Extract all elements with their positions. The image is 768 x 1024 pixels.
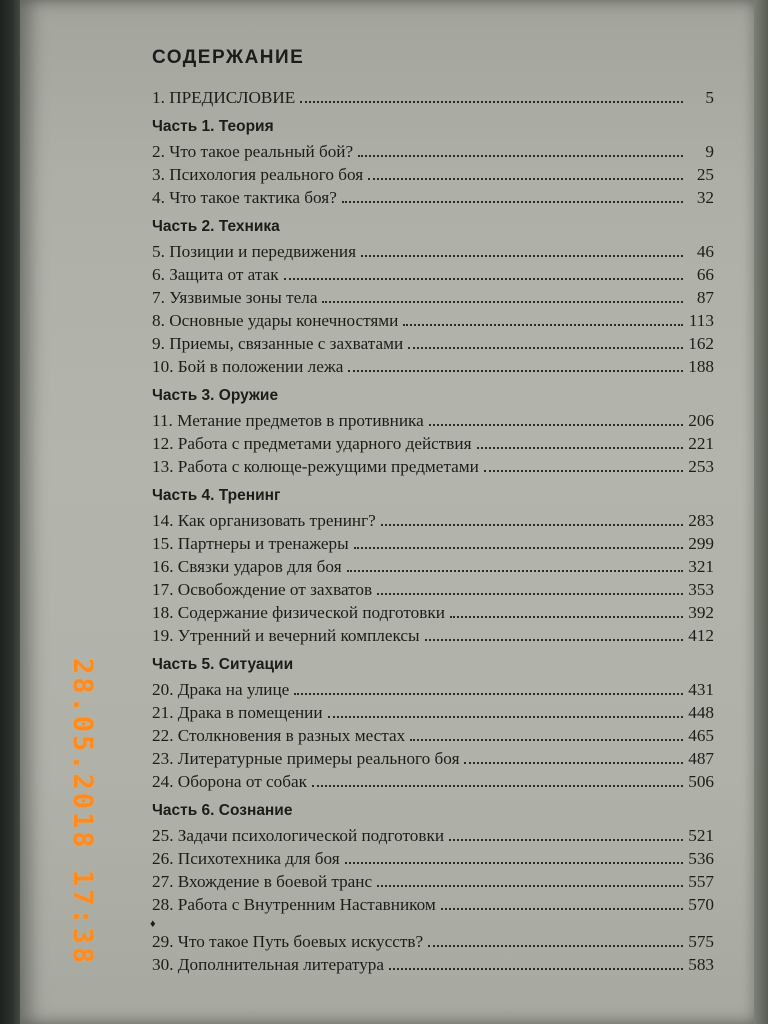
toc-entry-title: 24. Оборона от собак (152, 772, 307, 791)
toc-part-1 (152, 114, 714, 209)
toc-entry-page: 162 (688, 334, 714, 353)
toc-entry (152, 870, 714, 893)
dot-leader (441, 894, 683, 910)
toc-entry-title: 5. Позиции и передвижения (152, 242, 357, 261)
toc-entry (152, 309, 714, 332)
dot-leader (450, 602, 683, 618)
dot-leader (300, 87, 683, 103)
diamond-bullet-icon: ♦ (150, 918, 156, 930)
toc-part-2 (152, 214, 714, 378)
dot-leader (408, 333, 683, 349)
toc-entry-title: 3. Психология реального боя (152, 165, 364, 184)
toc-entry-title: 17. Освобождение от захватов (152, 580, 373, 599)
dot-leader (429, 410, 683, 426)
toc-entry-page: 253 (688, 457, 714, 476)
toc-entry (152, 953, 714, 976)
dot-leader (403, 310, 683, 326)
toc-entry-title: 10. Бой в положении лежа (152, 357, 344, 376)
toc-entry (152, 240, 714, 263)
toc-entry-page: 557 (688, 872, 714, 891)
toc-entry-title: 26. Психотехника для боя (152, 849, 340, 868)
toc-entry-title: 28. Работа с Внутренним Наставником (152, 895, 436, 914)
dot-leader (425, 625, 683, 641)
toc-entry-title: 18. Содержание физической подготовки (152, 603, 445, 622)
part-heading: Часть 6. Сознание (152, 802, 293, 819)
dot-leader (389, 954, 683, 970)
toc-title: СОДЕРЖАНИЕ (152, 47, 305, 68)
toc-entry-title: 4. Что такое тактика боя? (152, 188, 337, 207)
dot-leader (312, 771, 683, 787)
dot-leader (342, 187, 683, 203)
toc-entry-page: 66 (696, 265, 714, 284)
toc-entry-title: 23. Литературные примеры реального боя (152, 749, 460, 768)
toc-entry-title: 20. Драка на улице (152, 680, 290, 699)
toc-entry-title: 9. Приемы, связанные с захватами (152, 334, 404, 353)
dot-leader (368, 164, 683, 180)
toc-entry-title: 1. ПРЕДИСЛОВИЕ (152, 88, 296, 107)
toc-entry-page: 431 (688, 680, 714, 699)
toc-entry-page: 188 (688, 357, 714, 376)
toc-entry (152, 432, 714, 455)
toc-entry (152, 601, 714, 624)
toc-entry-title: 30. Дополнительная литература (152, 955, 385, 974)
dot-leader (377, 871, 683, 887)
toc-entry-page: 506 (688, 772, 714, 791)
toc-entry-page: 113 (688, 311, 714, 330)
dot-leader (348, 356, 683, 372)
toc-entry (152, 163, 714, 186)
dot-leader (428, 931, 683, 947)
toc-entry-title: 22. Столкновения в разных местах (152, 726, 406, 745)
toc-entry-page: 87 (696, 288, 714, 307)
book-page (20, 0, 756, 1024)
toc-entry-title: 7. Уязвимые зоны тела (152, 288, 318, 307)
toc-entry-title: 8. Основные удары конечностями (152, 311, 399, 330)
background-edge (754, 0, 768, 1024)
dot-leader (328, 702, 683, 718)
toc-entry (152, 355, 714, 378)
toc-entry (152, 140, 714, 163)
toc-entry-title: 25. Задачи психологической подготовки (152, 826, 445, 845)
toc-entry-page: 9 (705, 142, 714, 161)
toc-entry-title: 15. Партнеры и тренажеры (152, 534, 349, 553)
toc-entry (152, 186, 714, 209)
dot-leader (361, 241, 683, 257)
toc-entry (152, 724, 714, 747)
toc-entry-page: 570 (688, 895, 714, 914)
toc-entry-page: 321 (688, 557, 714, 576)
toc-entry-title: 16. Связки ударов для боя (152, 557, 342, 576)
toc-entry (152, 678, 714, 701)
part-heading: Часть 5. Ситуации (152, 656, 294, 673)
toc-entry-page: 583 (688, 955, 714, 974)
toc-entry-page: 5 (705, 88, 714, 107)
toc-entry-title: 11. Метание предметов в противника (152, 411, 424, 430)
toc-entry-title: 6. Защита от атак (152, 265, 279, 284)
part-heading: Часть 4. Тренинг (152, 487, 281, 504)
toc-entry-page: 521 (688, 826, 714, 845)
part-heading: Часть 3. Оружие (152, 387, 279, 404)
toc-entry-title: 13. Работа с колюще-режущими предметами (152, 457, 479, 476)
toc-entry (152, 555, 714, 578)
dot-leader (354, 533, 683, 549)
toc-entry (152, 578, 714, 601)
toc-entry-title: 29. Что такое Путь боевых искусств? (152, 932, 424, 951)
toc-entry (152, 409, 714, 432)
toc-entry (152, 624, 714, 647)
dot-leader (358, 141, 683, 157)
toc-entry-title: 2. Что такое реальный бой? (152, 142, 354, 161)
toc-entry (152, 455, 714, 478)
camera-datestamp (62, 658, 102, 967)
dot-leader (484, 456, 683, 472)
toc-entry (152, 509, 714, 532)
toc-entry-page: 448 (688, 703, 714, 722)
dot-leader (284, 264, 683, 280)
toc-entry-title: 21. Драка в помещении (152, 703, 323, 722)
toc-entry-page: 299 (688, 534, 714, 553)
dot-leader (464, 748, 683, 764)
dot-leader (381, 510, 683, 526)
toc-entry-title: 12. Работа с предметами ударного действия (152, 434, 472, 453)
toc-entry-page: 487 (688, 749, 714, 768)
toc-part-4 (152, 483, 714, 647)
toc-entry (152, 286, 714, 309)
toc-entry-page: 575 (688, 932, 714, 951)
dot-leader (477, 433, 683, 449)
toc-entry-page: 32 (696, 188, 714, 207)
toc-entry-title: 14. Как организовать тренинг? (152, 511, 376, 530)
dot-leader (377, 579, 683, 595)
datestamp-text: 28.05.2018 17:38 (67, 658, 98, 967)
toc-entry (152, 847, 714, 870)
toc-entry-page: 221 (688, 434, 714, 453)
part-heading: Часть 1. Теория (152, 118, 274, 135)
toc-entry-page: 25 (696, 165, 714, 184)
toc-entry-page: 392 (688, 603, 714, 622)
toc-entry (152, 747, 714, 770)
toc-entry (152, 532, 714, 555)
toc-entry (152, 893, 714, 916)
toc-entry-page: 353 (688, 580, 714, 599)
toc-entry-page: 412 (688, 626, 714, 645)
toc-part-6 (152, 798, 714, 916)
toc-entry-page: 46 (696, 242, 714, 261)
table-of-contents (152, 42, 714, 976)
book-spine-edge (0, 0, 22, 1024)
toc-entry-page: 465 (688, 726, 714, 745)
toc-entry (152, 930, 714, 953)
dot-leader (347, 556, 683, 572)
toc-part-5 (152, 652, 714, 793)
toc-entry (152, 263, 714, 286)
toc-entry-title: 19. Утренний и вечерний комплексы (152, 626, 420, 645)
dot-leader (410, 725, 683, 741)
toc-entry (152, 701, 714, 724)
toc-entry (152, 824, 714, 847)
dot-leader (345, 848, 683, 864)
toc-entry-page: 536 (688, 849, 714, 868)
part-heading: Часть 2. Техника (152, 218, 280, 235)
dot-leader (294, 679, 683, 695)
toc-entry-page: 206 (688, 411, 714, 430)
toc-entry (152, 332, 714, 355)
toc-entry-page: 283 (688, 511, 714, 530)
dot-leader (449, 825, 683, 841)
toc-part-3 (152, 383, 714, 478)
toc-entry-title: 27. Вхождение в боевой транс (152, 872, 373, 891)
toc-entry-preface (152, 86, 714, 109)
dot-leader (322, 287, 683, 303)
toc-entry (152, 770, 714, 793)
